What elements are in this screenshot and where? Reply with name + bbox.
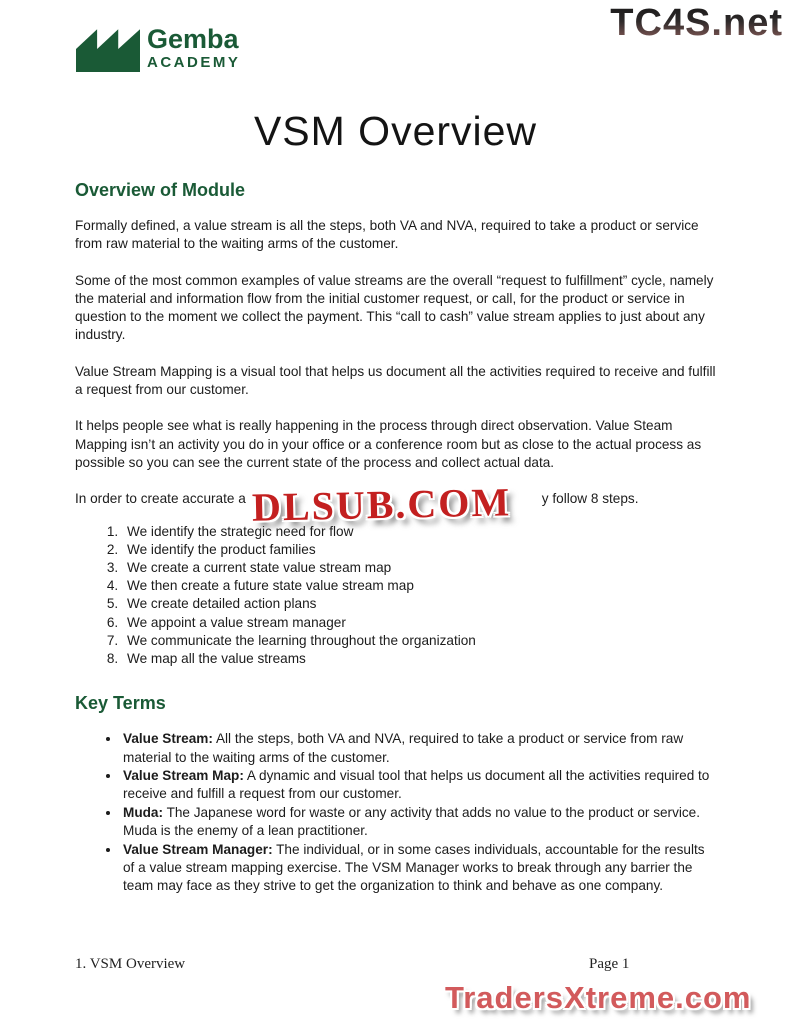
- list-item: [121, 767, 716, 804]
- watermark-tradersxtreme: TradersXtreme.com: [445, 980, 752, 1015]
- document-content: [75, 0, 716, 896]
- list-item: [121, 730, 716, 767]
- logo-name: Gemba: [147, 24, 239, 54]
- footer-page-number: Page 1: [589, 956, 630, 972]
- list-item: 2. We identify the product families: [122, 541, 716, 559]
- list-item: 1. We identify the strategic need for flow: [122, 523, 716, 541]
- paragraph: Value Stream Mapping is a visual tool that helps us document all the activities required to receive and fulfill a request from our customer.: [75, 363, 716, 398]
- paragraph: It helps people see what is really happening in the process through direct observation. Value Steam Mapping isn’t an activity you do in your office or a conference room but as close to the actual process as possible so you can see the current state of the process and collect actual data.: [75, 418, 702, 470]
- logo-subtitle: ACADEMY: [147, 54, 241, 71]
- term-label: Value Stream:: [123, 731, 213, 747]
- list-item: 6. We appoint a value stream manager: [122, 614, 716, 632]
- watermark-tc4s: TC4S.net: [610, 2, 783, 44]
- term-definition: A dynamic and visual tool that helps us document all the activities required to receive and fulfill a request from our customer.: [123, 768, 710, 802]
- term-label: Value Stream Manager:: [123, 841, 273, 857]
- list-item: [121, 841, 716, 896]
- list-item: 3. We create a current state value stream map: [122, 559, 716, 577]
- section-heading-overview: Overview of Module: [75, 180, 246, 200]
- steps-intro-prefix: In order to create accurate a: [75, 491, 246, 507]
- list-item: [121, 804, 716, 841]
- vsm-steps-list: [75, 523, 716, 669]
- term-definition: The individual, or in some cases individuals, accountable for the results of a value stream mapping exercise. The VSM Manager works to break through any barrier the team may face as they strive to get the organization to think and behave as one company.: [123, 841, 705, 894]
- list-item: 7. We communicate the learning throughout the organization: [122, 632, 716, 650]
- steps-intro-suffix: y follow 8 steps.: [541, 491, 639, 507]
- key-terms-list: [75, 730, 716, 896]
- term-definition: All the steps, both VA and NVA, required to take a product or service from raw material to the waiting arms of the customer.: [123, 731, 684, 765]
- footer-section-label: 1. VSM Overview: [75, 956, 186, 972]
- page-title: VSM Overview: [253, 108, 538, 154]
- section-heading-key-terms: Key Terms: [75, 693, 166, 714]
- paragraph: Some of the most common examples of value streams are the overall “request to fulfillment” cycle, namely the material and information flow from the initial customer request, or call, for the product or service in question to the moment we collect the payment. This “call to cash” value stream applies to just about any industry.: [75, 272, 714, 343]
- watermark-dlsub: DLSUB.COM: [251, 479, 512, 530]
- term-label: Value Stream Map:: [123, 768, 244, 783]
- term-definition: The Japanese word for waste or any activity that adds no value to the product or service. Muda is the enemy of a lean practitioner.: [123, 804, 701, 839]
- term-label: Muda:: [123, 804, 164, 820]
- paragraph: Formally defined, a value stream is all the steps, both VA and NVA, required to take a product or service from raw material to the waiting arms of the customer.: [75, 218, 699, 252]
- list-item: 8. We map all the value streams: [122, 650, 716, 668]
- list-item: 4. We then create a future state value stream map: [122, 577, 716, 595]
- list-item: 5. We create detailed action plans: [122, 595, 716, 613]
